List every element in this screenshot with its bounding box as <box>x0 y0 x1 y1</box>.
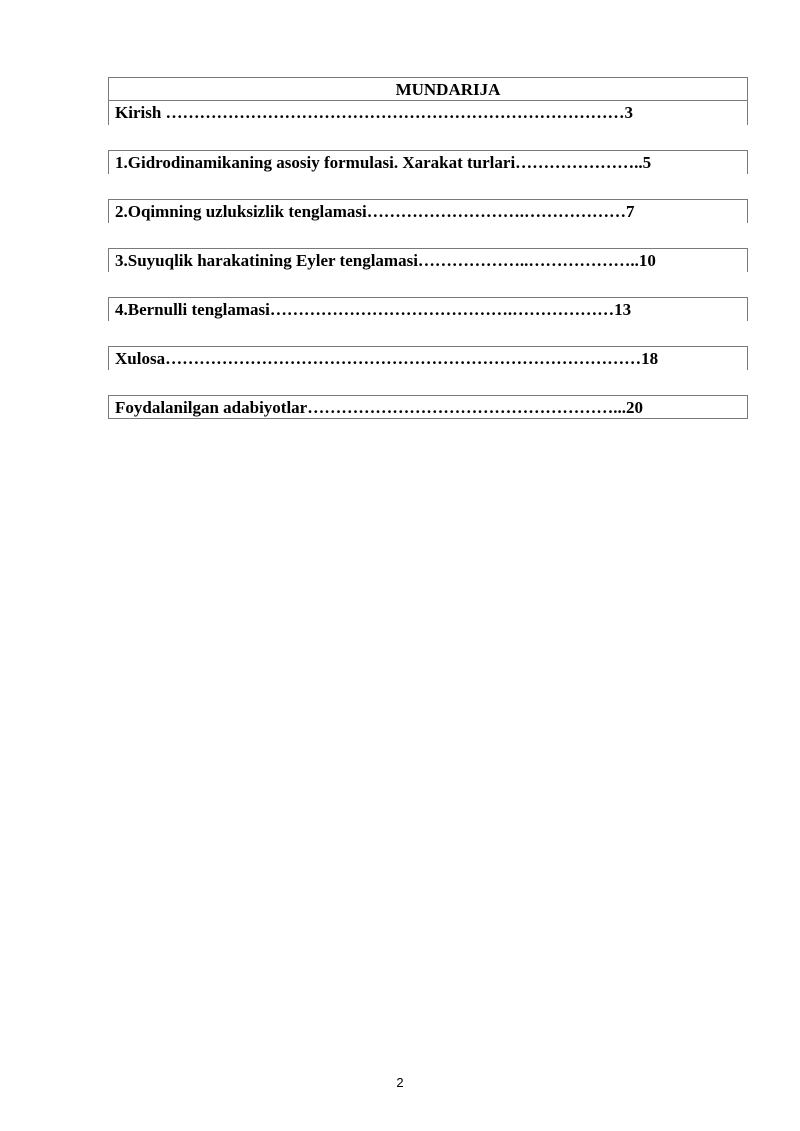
toc-entry-text: Kirish ………………………………………………………………………3 <box>115 103 634 122</box>
toc-entry-chapter-4 <box>108 297 748 321</box>
toc-entry-text: 4.Bernulli tenglamasi…………………………………….………………13 <box>115 300 632 319</box>
toc-spacer <box>108 272 748 297</box>
toc-title: MUNDARIJA <box>108 77 748 101</box>
toc-entry-text: 3.Suyuqlik harakatining Eyler tenglamasi………………..………………..10 <box>115 251 656 270</box>
toc-entry-text: 2.Oqimning uzluksizlik tenglamasi……………………….………………7 <box>115 202 635 221</box>
toc-spacer <box>108 321 748 346</box>
table-of-contents <box>108 77 748 419</box>
toc-spacer <box>108 223 748 248</box>
toc-spacer <box>108 370 748 395</box>
toc-spacer <box>108 174 748 199</box>
page-number: 2 <box>396 1075 404 1090</box>
toc-entry-text: Xulosa…………………………………………………………………………18 <box>115 349 659 368</box>
toc-entry-chapter-1 <box>108 150 748 174</box>
toc-entry-introduction <box>108 101 748 125</box>
toc-entry-chapter-3 <box>108 248 748 272</box>
toc-entry-text: 1.Gidrodinamikaning asosiy formulasi. Xarakat turlari…………………..5 <box>115 153 652 172</box>
toc-entry-conclusion <box>108 346 748 370</box>
toc-entry-text: Foydalanilgan adabiyotlar………………………………………………...20 <box>115 398 643 417</box>
toc-spacer <box>108 125 748 150</box>
toc-entry-references <box>108 395 748 419</box>
toc-entry-chapter-2 <box>108 199 748 223</box>
